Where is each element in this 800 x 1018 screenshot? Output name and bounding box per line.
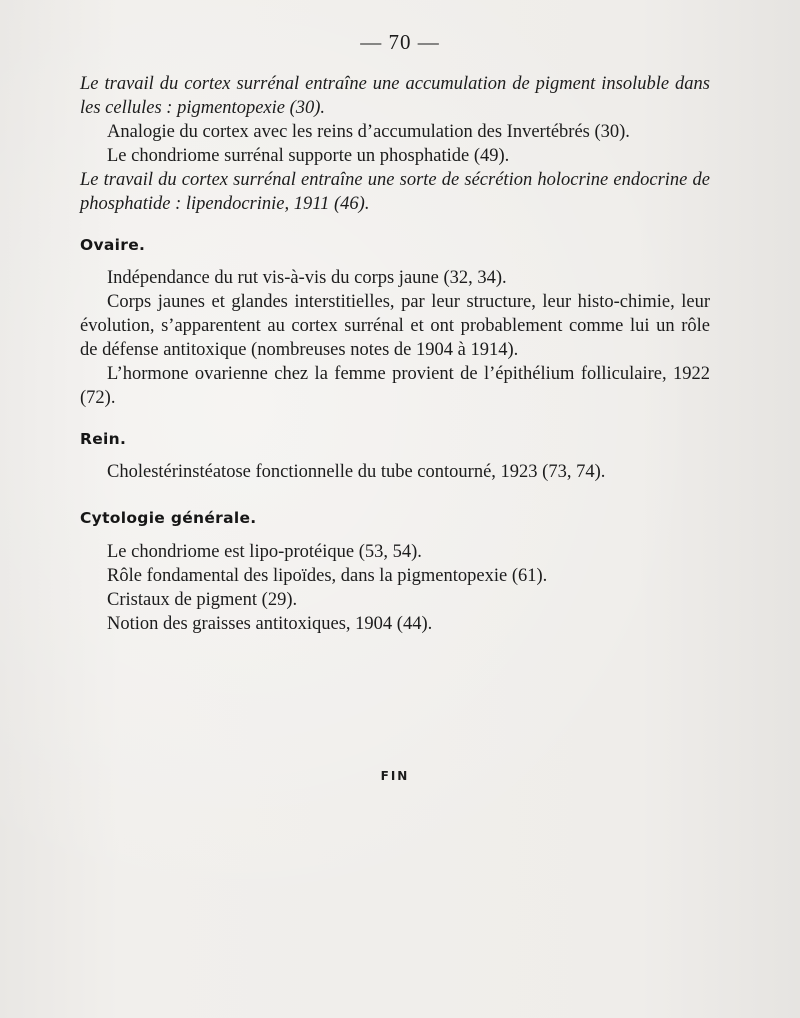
paragraph-chondriome-lipo-proteique: Le chondriome est lipo-protéique (53, 54). — [107, 542, 422, 562]
paragraph-corps-jaunes: Corps jaunes et glandes interstitielles, par leur structure, leur histo-chimie, leur évolution, s’apparentent au cortex surrénal et ont probablement comme lui un rôle de défense antitoxique (nombreuses notes de 1904 à 1914). — [80, 292, 710, 360]
paragraph-chondriome-phosphatide: Le chondriome surrénal supporte un phosphatide (49). — [107, 146, 510, 166]
paragraph-lipendocrinie: Le travail du cortex surrénal entraîne une sorte de sécrétion holocrine endocrine de phosphatide : lipendocrinie, 1911 (46). — [80, 170, 710, 214]
end-mark: FIN — [380, 769, 410, 783]
paragraph-pigmentopexie: Le travail du cortex surrénal entraîne une accumulation de pigment insoluble dans les cellules : pigmentopexie (30). — [80, 74, 710, 118]
section-heading-cytologie: Cytologie générale. — [80, 509, 257, 527]
section-heading-ovaire: Ovaire. — [80, 236, 146, 254]
paragraph-cholesterinsteatose: Cholestérinstéatose fonctionnelle du tube contourné, 1923 (73, 74). — [107, 462, 606, 482]
paragraph-analogie-reins: Analogie du cortex avec les reins d’accumulation des Invertébrés (30). — [107, 122, 630, 142]
section-heading-rein: Rein. — [80, 430, 127, 448]
paragraph-cristaux-pigment: Cristaux de pigment (29). — [107, 590, 298, 610]
paragraph-role-lipoides: Rôle fondamental des lipoïdes, dans la pigmentopexie (61). — [107, 566, 548, 586]
paragraph-rut-corps-jaune: Indépendance du rut vis-à-vis du corps jaune (32, 34). — [107, 268, 507, 288]
paragraph-graisses-antitoxiques: Notion des graisses antitoxiques, 1904 (44). — [107, 614, 433, 634]
page-number: — 70 — — [360, 30, 440, 54]
paragraph-hormone-ovarienne: L’hormone ovarienne chez la femme provient de l’épithélium folliculaire, 1922 (72). — [80, 364, 710, 408]
